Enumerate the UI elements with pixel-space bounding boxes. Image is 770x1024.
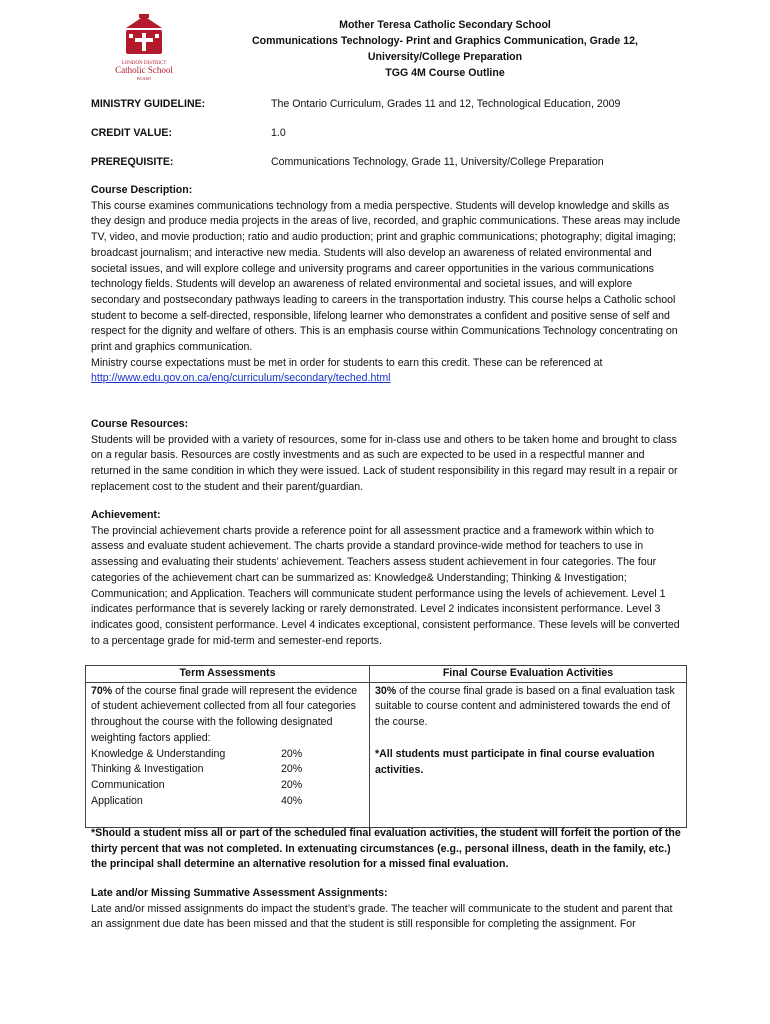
credit-value-label: CREDIT VALUE:	[91, 127, 173, 139]
late-assignments-heading: Late and/or Missing Summative Assessment Assignments:	[91, 887, 388, 899]
achievement-heading: Achievement:	[91, 509, 161, 521]
course-title: Communications Technology- Print and Graphics Communication, Grade 12,	[252, 35, 638, 47]
final-evaluation-header: Final Course Evaluation Activities	[370, 666, 687, 683]
final-percent: 30%	[375, 684, 397, 697]
ministry-guideline-label: MINISTRY GUIDELINE:	[91, 98, 206, 110]
term-percent: 70%	[91, 684, 113, 697]
course-resources-body: Students will be provided with a variety of resources, some for in-class use and others to be taken home and brought to class on a regular basis. Resources are costly investments and as such are expected to be used in a respectful manner and returned in the same condition in which they were issued. Lack of student responsibility in this regard may result in a repair or replacement cost to the student and their parent/guardian.	[91, 433, 678, 493]
term-text: of the course final grade will represent the evidence of student achievement collected from all four categories throughout the course with the following designated weighting factors applied:	[91, 684, 358, 744]
final-evaluation-cell	[370, 682, 687, 827]
document-header	[195, 17, 695, 81]
evaluation-table	[85, 665, 687, 828]
school-board-logo	[104, 14, 184, 84]
course-description-heading: Course Description:	[91, 184, 193, 196]
weight-row: Thinking & Investigation 20%	[91, 763, 303, 776]
ministry-expectations-text: Ministry course expectations must be met in order for students to earn this credit. These can be referenced at	[91, 356, 603, 369]
weight-row: Application 40%	[91, 794, 303, 807]
logo-text-bottom: BOARD	[136, 76, 152, 81]
achievement-section	[91, 508, 681, 649]
course-resources-heading: Course Resources:	[91, 418, 189, 430]
weight-row: Communication 20%	[91, 778, 303, 791]
weight-row: Knowledge & Understanding 20%	[91, 747, 303, 760]
term-assessments-header: Term Assessments	[86, 666, 370, 683]
curriculum-link[interactable]: http://www.edu.gov.on.ca/eng/curriculum/secondary/teched.html	[91, 372, 391, 385]
credit-value-value: 1.0	[271, 127, 286, 139]
late-assignments-section	[91, 886, 681, 933]
final-participation-note: *All students must participate in final course evaluation activities.	[375, 747, 655, 776]
prerequisite-value: Communications Technology, Grade 11, University/College Preparation	[271, 156, 604, 168]
logo-text-main: Catholic School	[115, 65, 173, 75]
final-text: of the course final grade is based on a final evaluation task suitable to course content and administered towards the end of the course.	[375, 684, 675, 729]
logo-text-top: LONDON DISTRICT	[121, 61, 167, 66]
course-description-section	[91, 183, 681, 387]
school-name: Mother Teresa Catholic Secondary School	[339, 19, 551, 31]
course-pathway: University/College Preparation	[367, 51, 523, 63]
course-outline-title: TGG 4M Course Outline	[385, 67, 505, 79]
late-assignments-body: Late and/or missed assignments do impact the student’s grade. The teacher will communicate to the student and parent that an assignment due date has been missed and that the student is still responsible for completing the assignment. For	[91, 902, 673, 931]
course-resources-section	[91, 417, 681, 496]
missed-evaluation-note: *Should a student miss all or part of the scheduled final evaluation activities, the student will forfeit the portion of the thirty percent that was not completed. In extenuating circumstances (e.g., personal illness, death in the family, etc.) the principal shall determine an alternative resolution for a missed final evaluation.	[91, 827, 681, 871]
term-assessments-cell	[86, 682, 370, 827]
course-description-body: This course examines communications technology from a media perspective. Students will develop knowledge and skills as they design and produce media projects in the areas of live, recorded, and graphic communications. These areas may include TV, video, and movie production; ratio and audio production; print and graphic communications; photography; digital imaging; broadcast journalism; and interactive new media. Students will also develop an awareness of related environmental and societal issues, and will explore college and university programs and career opportunities in the various communications technology fields. Students will develop an awareness of related environmental and societal issues, and will explore secondary and postsecondary pathways leading to careers in the transportation industry. This course helps a Catholic school student to become a self-directed, responsible, lifelong learner who demonstrates a confident and positive sense of self and respect for the dignity and welfare of others. This is an emphasis course within Communications Technology concentrating on print and graphics communication.	[91, 199, 681, 354]
prerequisite-label: PREREQUISITE:	[91, 156, 174, 168]
achievement-body: The provincial achievement charts provide a reference point for all assessment practice and a framework within which to assess and evaluate student achievement. The charts provide a standard province-wide method for teachers to use in assessing and evaluating their students’ achievement. Teachers assess student achievement in four categories. The four categories of the achievement chart can be summarized as: Knowledge& Understanding; Thinking & Investigation; Communication; and Application. Teachers will communicate student performance using the levels of achievement. Level 1 indicates performance that is severely lacking or rarely demonstrated. Level 2 indicates inconsistent performance. Level 3 indicates good, consistent performance. Level 4 indicates exceptional, consistent performance. These levels will be converted to a percentage grade for mid-term and semester-end reports.	[91, 524, 680, 647]
ministry-guideline-value: The Ontario Curriculum, Grades 11 and 12, Technological Education, 2009	[271, 98, 621, 110]
